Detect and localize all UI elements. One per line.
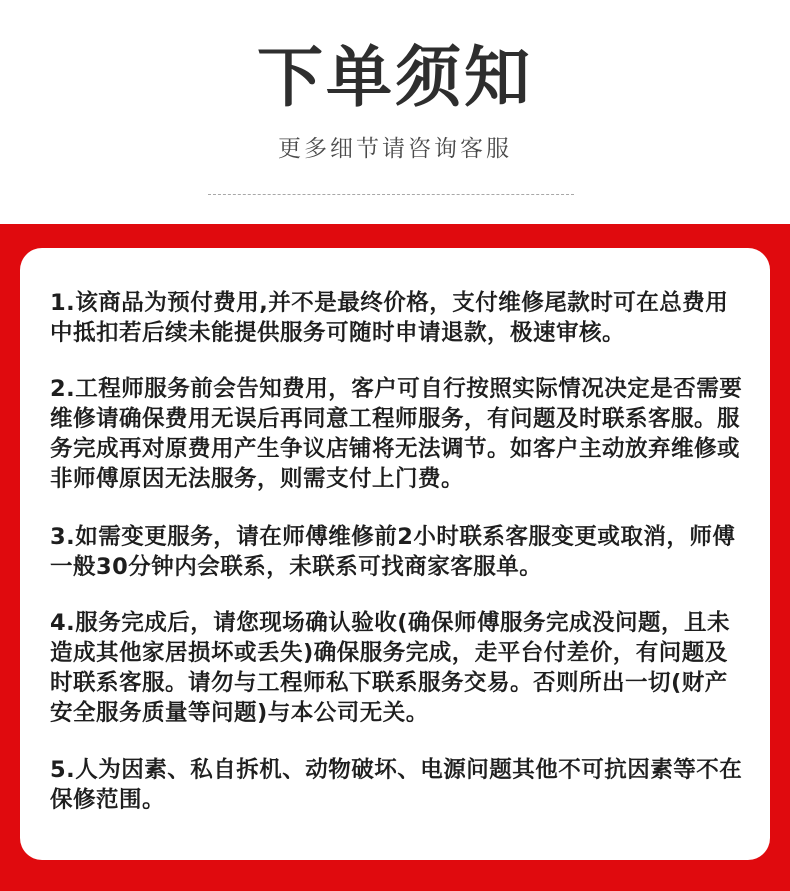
notice-item-2: 2.工程师服务前会告知费用，客户可自行按照实际情况决定是否需要维修请确保费用无误后再同意工程师服务，有问题及时联系客服。服务完成再对原费用产生争议店铺将无法调节。如客户主动放弃维修或非师傅原因无法服务，则需支付上门费。: [50, 376, 743, 492]
notice-item-5: 5.人为因素、私自拆机、动物破坏、电源问题其他不可抗因素等不在保修范围。: [50, 757, 743, 813]
red-background-panel: [0, 224, 790, 891]
notice-item-4: 4.服务完成后，请您现场确认验收(确保师傅服务完成没问题，且未造成其他家居损坏或丢失)确保服务完成，走平台付差价，有问题及时联系客服。请勿与工程师私下联系服务交易。否则所出一切(财产安全服务质量等问题)与本公司无关。: [50, 610, 730, 726]
notice-item-1: 1.该商品为预付费用,并不是最终价格，支付维修尾款时可在总费用中抵扣若后续未能提供服务可随时申请退款，极速审核。: [50, 290, 729, 346]
notice-item-3: 3.如需变更服务，请在师傅维修前2小时联系客服变更或取消，师傅一般30分钟内会联系，未联系可找商家客服单。: [50, 524, 736, 580]
header: [0, 0, 790, 224]
dashed-divider: [208, 194, 574, 195]
page-subtitle: 更多细节请咨询客服: [278, 136, 512, 162]
notice-card: [20, 248, 770, 860]
page-title: 下单须知: [257, 39, 533, 116]
